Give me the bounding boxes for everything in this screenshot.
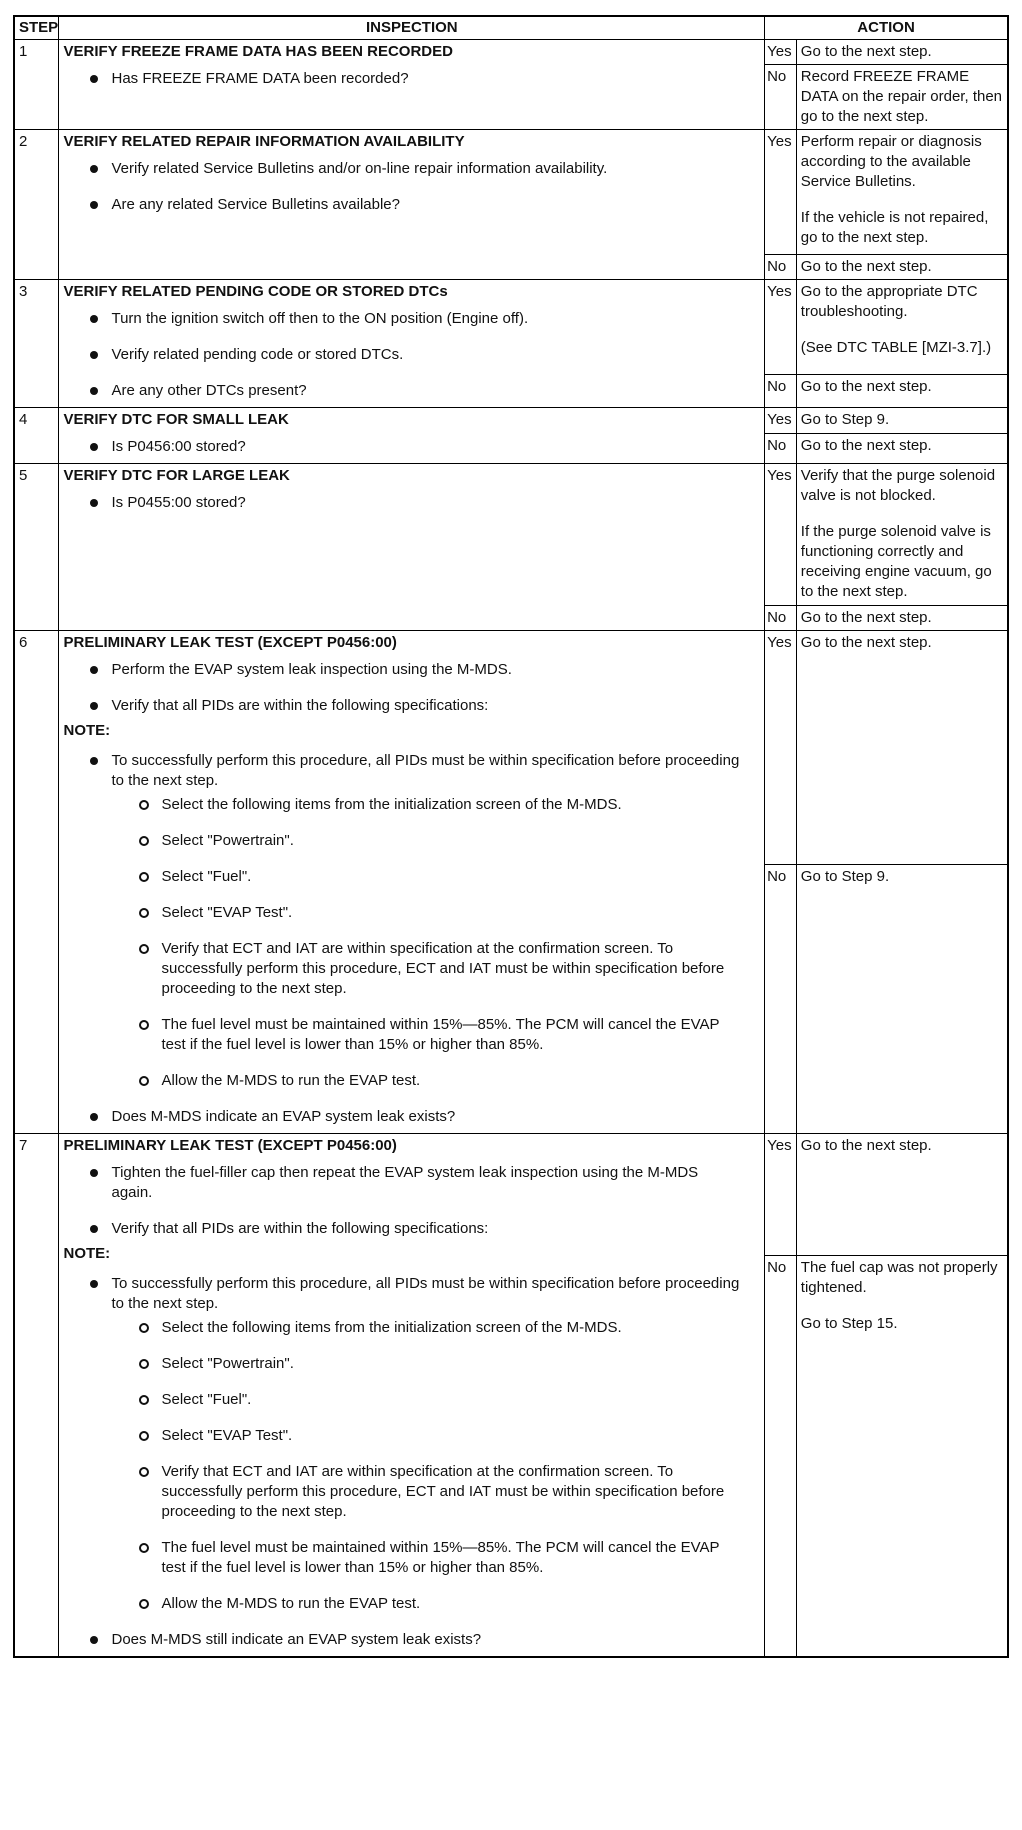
step-number: 3 xyxy=(14,280,59,408)
sub-bullet-item: Select "Fuel". xyxy=(63,1390,760,1410)
yes-label: Yes xyxy=(765,130,797,255)
action-text: (See DTC TABLE [MZI-3.7].) xyxy=(800,339,992,356)
action-text: If the vehicle is not repaired, go to the next step. xyxy=(800,209,989,246)
no-action xyxy=(796,606,1008,631)
sub-bullet-item: Select the following items from the initialization screen of the M-MDS. xyxy=(63,795,760,815)
action-text: Go to Step 9. xyxy=(800,411,890,428)
inspection-bullets xyxy=(63,437,760,457)
step-row-yes xyxy=(14,464,1008,606)
no-action xyxy=(796,375,1008,408)
no-label: No xyxy=(765,1256,797,1658)
action-text: Go to the appropriate DTC troubleshooting. xyxy=(800,283,978,320)
inspection-cell xyxy=(59,631,765,1134)
action-text: The fuel cap was not properly tightened. xyxy=(800,1259,998,1296)
action-text: Verify that the purge solenoid valve is not blocked. xyxy=(800,467,996,504)
note-label: NOTE: xyxy=(63,722,111,739)
yes-action xyxy=(796,408,1008,434)
yes-label: Yes xyxy=(765,631,797,865)
bullet-item: Verify that all PIDs are within the following specifications: xyxy=(63,696,760,716)
step-row-yes xyxy=(14,408,1008,434)
no-label: No xyxy=(765,375,797,408)
bullet-item: Verify that all PIDs are within the following specifications: xyxy=(63,1219,760,1239)
table-body xyxy=(14,40,1008,1658)
bullet-item: Is P0455:00 stored? xyxy=(63,493,760,513)
action-text: Go to the next step. xyxy=(800,378,932,395)
no-action xyxy=(796,434,1008,464)
inspection-cell xyxy=(59,130,765,280)
step-title: VERIFY RELATED PENDING CODE OR STORED DTCs xyxy=(63,283,448,300)
action-text: Go to the next step. xyxy=(800,1137,932,1154)
bullet-item: Tighten the fuel-filler cap then repeat the EVAP system leak inspection using the M-MDS again. xyxy=(63,1163,760,1203)
sub-bullet-item: Select "EVAP Test". xyxy=(63,903,760,923)
note-bullets xyxy=(63,1274,760,1314)
yes-action xyxy=(796,631,1008,865)
step-number: 2 xyxy=(14,130,59,280)
final-question xyxy=(63,1107,760,1127)
action-column-header: ACTION xyxy=(765,16,1008,40)
action-text: Go to the next step. xyxy=(800,634,932,651)
inspection-cell xyxy=(59,40,765,130)
inspection-cell xyxy=(59,464,765,631)
step-number: 1 xyxy=(14,40,59,130)
yes-action xyxy=(796,130,1008,255)
no-label: No xyxy=(765,434,797,464)
bullet-item: Has FREEZE FRAME DATA been recorded? xyxy=(63,69,760,89)
step-row-yes xyxy=(14,130,1008,255)
inspection-column-header: INSPECTION xyxy=(59,16,765,40)
sub-bullet-item: Allow the M-MDS to run the EVAP test. xyxy=(63,1594,760,1614)
sub-bullet-item: The fuel level must be maintained within 15%—85%. The PCM will cancel the EVAP test if the fuel level is lower than 15% or higher than 85%. xyxy=(63,1538,760,1578)
step-title: VERIFY FREEZE FRAME DATA HAS BEEN RECORDED xyxy=(63,43,453,60)
no-action xyxy=(796,865,1008,1134)
step-column-header: STEP xyxy=(14,16,59,40)
action-text: Perform repair or diagnosis according to the available Service Bulletins. xyxy=(800,133,982,190)
sub-bullets xyxy=(63,1318,760,1614)
inspection-bullets xyxy=(63,309,760,401)
yes-label: Yes xyxy=(765,408,797,434)
inspection-bullets xyxy=(63,660,760,716)
final-question xyxy=(63,1630,760,1650)
bullet-item: Turn the ignition switch off then to the ON position (Engine off). xyxy=(63,309,760,329)
action-text: Go to the next step. xyxy=(800,43,932,60)
yes-action xyxy=(796,280,1008,375)
sub-bullet-item: Select the following items from the initialization screen of the M-MDS. xyxy=(63,1318,760,1338)
step-row-yes xyxy=(14,280,1008,375)
inspection-bullets xyxy=(63,1163,760,1239)
inspection-bullets xyxy=(63,159,760,215)
table-header-row xyxy=(14,16,1008,40)
step-number: 4 xyxy=(14,408,59,464)
sub-bullet-item: Select "Powertrain". xyxy=(63,1354,760,1374)
inspection-cell xyxy=(59,1134,765,1658)
yes-label: Yes xyxy=(765,280,797,375)
sub-bullet-item: The fuel level must be maintained within 15%—85%. The PCM will cancel the EVAP test if the fuel level is lower than 15% or higher than 85%. xyxy=(63,1015,760,1055)
step-row-yes xyxy=(14,631,1008,865)
action-text: Record FREEZE FRAME DATA on the repair order, then go to the next step. xyxy=(800,68,1003,125)
bullet-item: Perform the EVAP system leak inspection using the M-MDS. xyxy=(63,660,760,680)
step-number: 7 xyxy=(14,1134,59,1658)
bullet-item: Verify related Service Bulletins and/or on-line repair information availability. xyxy=(63,159,760,179)
diagnostic-procedure-document xyxy=(13,15,1009,1658)
sub-bullet-item: Allow the M-MDS to run the EVAP test. xyxy=(63,1071,760,1091)
no-label: No xyxy=(765,606,797,631)
step-row-yes xyxy=(14,1134,1008,1256)
step-title: PRELIMINARY LEAK TEST (EXCEPT P0456:00) xyxy=(63,1137,397,1154)
inspection-bullets xyxy=(63,69,760,89)
step-title: VERIFY DTC FOR SMALL LEAK xyxy=(63,411,289,428)
sub-bullets xyxy=(63,795,760,1091)
sub-bullet-item: Verify that ECT and IAT are within specification at the confirmation screen. To successfully perform this procedure, ECT and IAT must be within specification before proceeding to the next step. xyxy=(63,1462,760,1522)
sub-bullet-item: Select "Powertrain". xyxy=(63,831,760,851)
sub-bullet-item: Select "EVAP Test". xyxy=(63,1426,760,1446)
step-number: 6 xyxy=(14,631,59,1134)
action-text: Go to Step 9. xyxy=(800,868,890,885)
final-bullet: Does M-MDS still indicate an EVAP system leak exists? xyxy=(63,1630,760,1650)
diagnostic-table xyxy=(13,15,1009,1658)
bullet-item: Verify related pending code or stored DTCs. xyxy=(63,345,760,365)
yes-action xyxy=(796,40,1008,65)
bullet-item: Are any related Service Bulletins available? xyxy=(63,195,760,215)
no-label: No xyxy=(765,865,797,1134)
bullet-item: Is P0456:00 stored? xyxy=(63,437,760,457)
sub-bullet-item: Select "Fuel". xyxy=(63,867,760,887)
bullet-item: Are any other DTCs present? xyxy=(63,381,760,401)
note-bullets xyxy=(63,751,760,791)
sub-bullet-item: Verify that ECT and IAT are within specification at the confirmation screen. To successfully perform this procedure, ECT and IAT must be within specification before proceeding to the next step. xyxy=(63,939,760,999)
step-title: PRELIMINARY LEAK TEST (EXCEPT P0456:00) xyxy=(63,634,397,651)
action-text: Go to Step 15. xyxy=(800,1315,898,1332)
no-label: No xyxy=(765,65,797,130)
no-action xyxy=(796,1256,1008,1658)
no-action xyxy=(796,65,1008,130)
step-number: 5 xyxy=(14,464,59,631)
step-title: VERIFY RELATED REPAIR INFORMATION AVAILABILITY xyxy=(63,133,465,150)
no-label: No xyxy=(765,255,797,280)
yes-action xyxy=(796,464,1008,606)
yes-action xyxy=(796,1134,1008,1256)
note-label: NOTE: xyxy=(63,1245,111,1262)
inspection-bullets xyxy=(63,493,760,513)
action-text: Go to the next step. xyxy=(800,609,932,626)
action-text: Go to the next step. xyxy=(800,258,932,275)
step-row-yes xyxy=(14,40,1008,65)
inspection-cell xyxy=(59,280,765,408)
yes-label: Yes xyxy=(765,1134,797,1256)
note-bullet: To successfully perform this procedure, all PIDs must be within specification before proceeding to the next step. xyxy=(63,751,760,791)
step-title: VERIFY DTC FOR LARGE LEAK xyxy=(63,467,290,484)
note-bullet: To successfully perform this procedure, all PIDs must be within specification before proceeding to the next step. xyxy=(63,1274,760,1314)
action-text: If the purge solenoid valve is functioning correctly and receiving engine vacuum, go to the next step. xyxy=(800,523,992,600)
final-bullet: Does M-MDS indicate an EVAP system leak exists? xyxy=(63,1107,760,1127)
yes-label: Yes xyxy=(765,40,797,65)
yes-label: Yes xyxy=(765,464,797,606)
action-text: Go to the next step. xyxy=(800,437,932,454)
no-action xyxy=(796,255,1008,280)
inspection-cell xyxy=(59,408,765,464)
